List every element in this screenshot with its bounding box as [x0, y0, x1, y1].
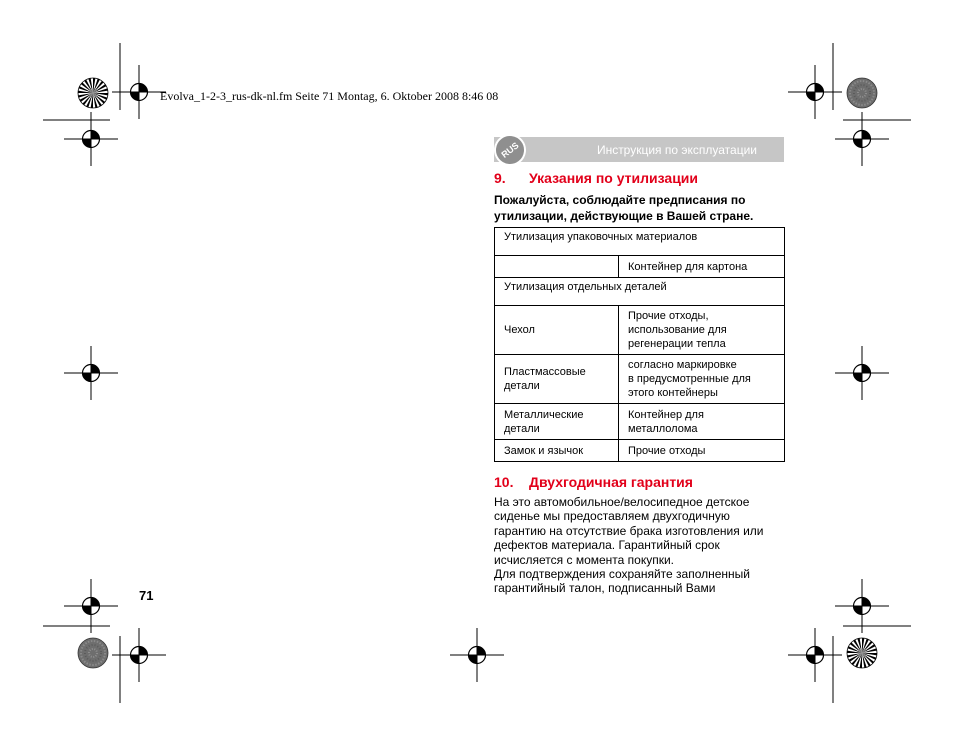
gray-density-disc-icon	[847, 78, 877, 108]
disposal-line: Прочие отходы	[628, 444, 706, 457]
body-line: исчисляется с момента покупки.	[494, 552, 675, 567]
packaging-header: Утилизация упаковочных материалов	[495, 228, 785, 256]
starburst-target-icon	[847, 638, 877, 668]
section-9-heading	[494, 170, 698, 186]
starburst-target-icon	[78, 78, 108, 108]
registration-mark-icon	[835, 346, 889, 400]
table-row	[495, 306, 785, 355]
disposal-table	[494, 227, 785, 462]
item-line: Чехол	[504, 324, 535, 336]
file-info-line: Evolva_1-2-3_rus-dk-nl.fm Seite 71 Montag, 6. Oktober 2008 8:46 08	[160, 89, 499, 103]
disposal-cell	[619, 404, 785, 440]
rus-language-badge-icon: RUS	[488, 128, 533, 173]
body-line: дефектов материала. Гарантийный срок	[494, 538, 720, 553]
table-row	[495, 355, 785, 404]
item-cell	[495, 306, 619, 355]
parts-header: Утилизация отдельных деталей	[495, 278, 785, 306]
registration-mark-icon	[450, 628, 504, 682]
gray-density-disc-icon	[78, 638, 108, 668]
disposal-line: использование для	[628, 324, 727, 336]
item-line: Пластмассовые	[504, 366, 586, 378]
registration-mark-icon	[788, 628, 842, 682]
body-line: сиденье мы предоставляем двухгодичную	[494, 509, 730, 524]
table-row	[495, 440, 785, 462]
section-9-title: Указания по утилизации	[529, 170, 699, 186]
manual-title: Инструкция по эксплуатации	[596, 143, 757, 157]
body-line: гарантию на отсутствие брака изготовления или	[494, 523, 764, 538]
registration-mark-icon	[64, 579, 118, 633]
item-line: детали	[504, 380, 540, 392]
section-10-number: 10.	[494, 474, 514, 490]
section-9-number: 9.	[494, 170, 506, 186]
page-number: 71	[139, 588, 154, 603]
item-line: Замок и язычок	[504, 444, 584, 457]
disposal-line: Прочие отходы,	[628, 310, 709, 322]
disposal-line: этого контейнеры	[628, 387, 718, 399]
disposal-cell	[619, 440, 785, 462]
body-line: гарантийный талон, подписанный Вами	[494, 581, 716, 596]
section-10-title: Двухгодичная гарантия	[529, 474, 693, 490]
item-cell	[495, 440, 619, 462]
intro-line: Пожалуйста, соблюдайте предписания по	[494, 193, 746, 207]
item-line: детали	[504, 422, 540, 435]
table-row	[495, 278, 785, 306]
registration-mark-icon	[835, 579, 889, 633]
intro-line: утилизации, действующие в Вашей стране.	[494, 209, 754, 223]
disposal-line: Контейнер для	[628, 408, 704, 421]
registration-mark-icon	[64, 346, 118, 400]
disposal-cell	[619, 306, 785, 355]
packaging-item-cell	[495, 256, 619, 278]
registration-mark-icon	[788, 65, 842, 119]
disposal-line: металлолома	[628, 422, 698, 435]
disposal-cell	[619, 355, 785, 404]
disposal-line: регенерации тепла	[628, 338, 726, 350]
disposal-line: согласно маркировке	[628, 359, 737, 371]
item-cell	[495, 355, 619, 404]
section-10-body	[494, 495, 794, 596]
table-row	[495, 228, 785, 256]
disposal-line: в предусмотренные для	[628, 373, 751, 385]
section-10-heading	[494, 474, 693, 490]
packaging-disposal-cell: Контейнер для картона	[619, 256, 785, 278]
item-line: Металлические	[504, 408, 584, 421]
item-cell	[495, 404, 619, 440]
body-line: На это автомобильное/велосипедное детское	[494, 495, 750, 509]
table-row	[495, 256, 785, 278]
table-row	[495, 404, 785, 440]
body-line: Для подтверждения сохраняйте заполненный	[494, 567, 751, 582]
language-bar	[494, 137, 784, 162]
section-9-intro	[494, 192, 794, 224]
